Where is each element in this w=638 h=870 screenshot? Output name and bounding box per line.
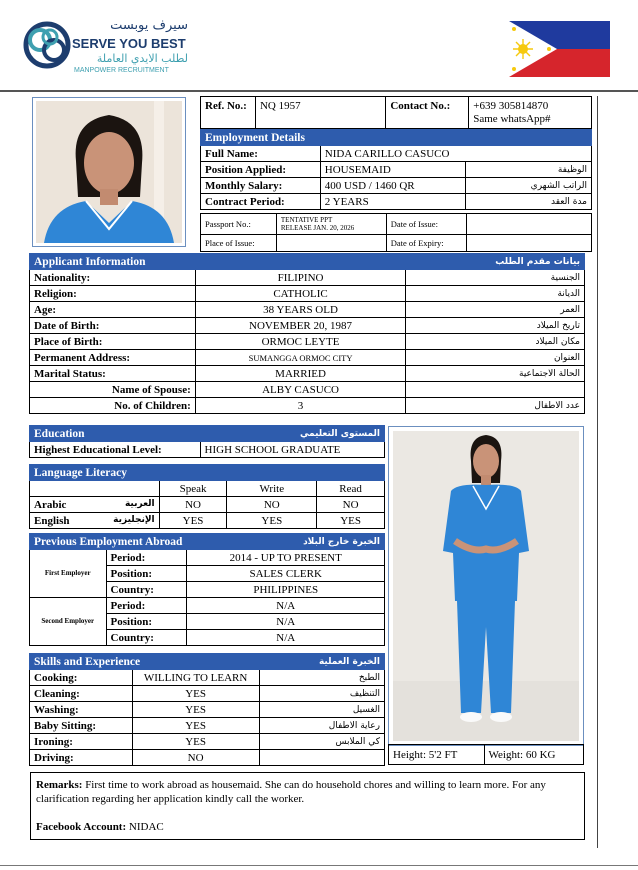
applicant-field-label: Nationality: [30,270,196,286]
applicant-field-value: MARRIED [195,366,406,382]
height-value: 5'2 FT [428,748,458,761]
applicant-field-label-ar: الجنسية [406,270,585,286]
applicant-row [30,382,585,398]
education-table [29,425,385,458]
language-ability-value: NO [159,497,227,513]
applicant-field-value: SUMANGGA ORMOC CITY [195,350,406,366]
skill-value: NO [132,750,259,766]
skill-label: Washing: [30,702,133,718]
employment-details-table [200,129,592,210]
applicant-field-value: FILIPINO [195,270,406,286]
skill-label: Driving: [30,750,133,766]
applicant-row [30,350,585,366]
language-ability-value: YES [159,513,227,529]
applicant-row [30,286,585,302]
second-position-value: N/A [187,614,385,630]
applicant-row [30,302,585,318]
skill-label: Ironing: [30,734,133,750]
education-level-value: HIGH SCHOOL GRADUATE [200,442,384,458]
remarks-label: Remarks: [36,779,83,791]
passport-no-value [276,214,386,235]
language-row [30,497,385,513]
applicant-field-label: Religion: [30,286,196,302]
language-ability-value: YES [317,513,385,529]
applicant-field-label: Permanent Address: [30,350,196,366]
employment-details-header: Employment Details [201,130,592,146]
skill-label-ar: التنظيف [259,686,384,702]
language-table [29,464,385,529]
first-position-label: Position: [106,566,187,582]
facebook-label: Facebook Account: [36,821,127,833]
portrait-photo [32,97,186,247]
skill-value: YES [132,734,259,750]
language-name-cell [30,497,160,513]
logo-arabic-sub: لطلب الايدي العاملة [96,52,188,65]
skill-row [30,686,385,702]
second-period-value: N/A [187,598,385,614]
applicant-field-label-ar: تاريخ الميلاد [406,318,585,334]
second-employer-label: Second Employer [30,598,107,646]
applicant-row [30,318,585,334]
reference-table [200,96,592,129]
right-margin-line [597,96,598,848]
logo-english-name: SERVE YOU BEST [72,36,186,51]
height-cell [389,745,485,765]
skills-header-ar: الخبرة العملية [259,654,384,670]
issue-date-label: Date of Issue: [386,214,466,235]
applicant-info-header: Applicant Information [30,254,406,270]
position-value: HOUSEMAID [320,162,466,178]
issue-place-value [276,235,386,252]
language-col-speak: Speak [159,481,227,497]
applicant-field-value: NOVEMBER 20, 1987 [195,318,406,334]
salary-label-ar: الراتب الشهري [466,178,592,194]
applicant-field-value: 38 YEARS OLD [195,302,406,318]
first-position-value: SALES CLERK [187,566,385,582]
previous-employment-header: Previous Employment Abroad [30,534,187,550]
logo-knot-icon [22,20,72,70]
logo-arabic-name: سيرف يوبست [110,18,188,33]
skill-label: Cleaning: [30,686,133,702]
passport-status-line2: RELEASE JAN. 20, 2026 [280,224,355,232]
first-period-label: Period: [106,550,187,566]
skill-value: YES [132,718,259,734]
applicant-field-label-ar: الديانة [406,286,585,302]
language-ability-value: NO [227,497,317,513]
height-label: Height: [393,748,426,761]
skill-row [30,750,385,766]
applicant-field-value: ORMOC LEYTE [195,334,406,350]
remarks-text: First time to work abroad as housemaid. She can do household chores and willing to learn more. For any clarification regarding her application kindly call the worker. [36,779,546,805]
education-header-ar: المستوى التعليمي [200,426,384,442]
language-ability-value: YES [227,513,317,529]
skill-value: WILLING TO LEARN [132,670,259,686]
contract-label: Contract Period: [201,194,321,210]
remarks-box [30,772,585,840]
education-level-label: Highest Educational Level: [30,442,201,458]
language-ability-value: NO [317,497,385,513]
language-name-ar: الإنجليزية [113,514,155,525]
skill-label: Baby Sitting: [30,718,133,734]
weight-value: 60 KG [525,748,556,761]
skill-value: YES [132,702,259,718]
education-header: Education [30,426,201,442]
top-divider [0,90,638,92]
language-name: English [34,514,70,527]
passport-status-line1: TENTATIVE PPT [280,216,333,224]
applicant-field-label: Name of Spouse: [30,382,196,398]
skill-row [30,718,385,734]
issue-date-value [466,214,591,235]
philippines-flag-icon [509,21,610,77]
contract-label-ar: مدة العقد [466,194,592,210]
language-col-read: Read [317,481,385,497]
applicant-info-table [29,253,585,414]
language-name-cell [30,513,160,529]
applicant-field-label-ar [406,382,585,398]
passport-no-label: Passport No.: [201,214,277,235]
contact-no-value: +639 305814870 [473,100,549,112]
applicant-field-label-ar: العمر [406,302,585,318]
skill-label-ar [259,750,384,766]
company-logo [22,16,188,78]
applicant-field-label: Date of Birth: [30,318,196,334]
passport-table [200,213,592,252]
applicant-field-label: No. of Children: [30,398,196,414]
contact-no-cell [469,97,592,129]
contact-no-label: Contact No.: [386,97,469,129]
applicant-row [30,366,585,382]
expiry-date-label: Date of Expiry: [386,235,466,252]
bottom-divider [0,865,638,866]
position-label-ar: الوظيفة [466,162,592,178]
facebook-line [36,820,579,834]
logo-tagline: MANPOWER RECRUITMENT [74,67,169,74]
first-period-value: 2014 - UP TO PRESENT [187,550,385,566]
applicant-field-label-ar: العنوان [406,350,585,366]
applicant-field-value: 3 [195,398,406,414]
skill-row [30,702,385,718]
full-name-label: Full Name: [201,146,321,162]
applicant-row [30,398,585,414]
language-col-write: Write [227,481,317,497]
skill-label-ar: رعاية الاطفال [259,718,384,734]
skill-label-ar: الطبخ [259,670,384,686]
applicant-field-value: ALBY CASUCO [195,382,406,398]
second-period-label: Period: [106,598,187,614]
applicant-field-label-ar: عدد الاطفال [406,398,585,414]
first-country-value: PHILIPPINES [187,582,385,598]
second-country-label: Country: [106,630,187,646]
ref-no-value: NQ 1957 [255,97,385,129]
skill-label: Cooking: [30,670,133,686]
applicant-field-value: CATHOLIC [195,286,406,302]
body-stats-table [388,744,584,765]
skill-row [30,670,385,686]
salary-value: 400 USD / 1460 QR [320,178,466,194]
applicant-row [30,334,585,350]
previous-employment-table [29,533,385,646]
skill-label-ar: كي الملابس [259,734,384,750]
salary-label: Monthly Salary: [201,178,321,194]
skill-label-ar: الغسيل [259,702,384,718]
full-body-image [393,431,579,741]
weight-cell [484,745,584,765]
portrait-image [36,101,182,243]
language-corner [30,481,160,497]
language-name: Arabic [34,498,67,511]
applicant-info-header-ar: بيانات مقدم الطلب [406,254,585,270]
skills-table [29,653,385,766]
language-header: Language Literacy [30,465,385,481]
full-body-photo [388,426,584,746]
full-name-value: NIDA CARILLO CASUCO [320,146,591,162]
issue-place-label: Place of Issue: [201,235,277,252]
contract-value: 2 YEARS [320,194,466,210]
skill-value: YES [132,686,259,702]
language-row [30,513,385,529]
remarks-paragraph [36,778,579,806]
first-employer-label: First Employer [30,550,107,598]
weight-label: Weight: [488,748,524,761]
skills-header: Skills and Experience [30,654,260,670]
applicant-field-label: Marital Status: [30,366,196,382]
language-name-ar: العربية [124,498,155,509]
applicant-field-label-ar: الحالة الاجتماعية [406,366,585,382]
first-country-label: Country: [106,582,187,598]
previous-employment-header-ar: الخبرة خارج البلاد [187,534,385,550]
position-label: Position Applied: [201,162,321,178]
second-country-value: N/A [187,630,385,646]
applicant-field-label: Place of Birth: [30,334,196,350]
ref-no-label: Ref. No.: [201,97,256,129]
facebook-value: NIDAC [128,821,164,833]
applicant-field-label: Age: [30,302,196,318]
second-position-label: Position: [106,614,187,630]
skill-row [30,734,385,750]
applicant-field-label-ar: مكان الميلاد [406,334,585,350]
expiry-date-value [466,235,591,252]
contact-whatsapp-note: Same whatsApp# [473,113,551,125]
applicant-row [30,270,585,286]
